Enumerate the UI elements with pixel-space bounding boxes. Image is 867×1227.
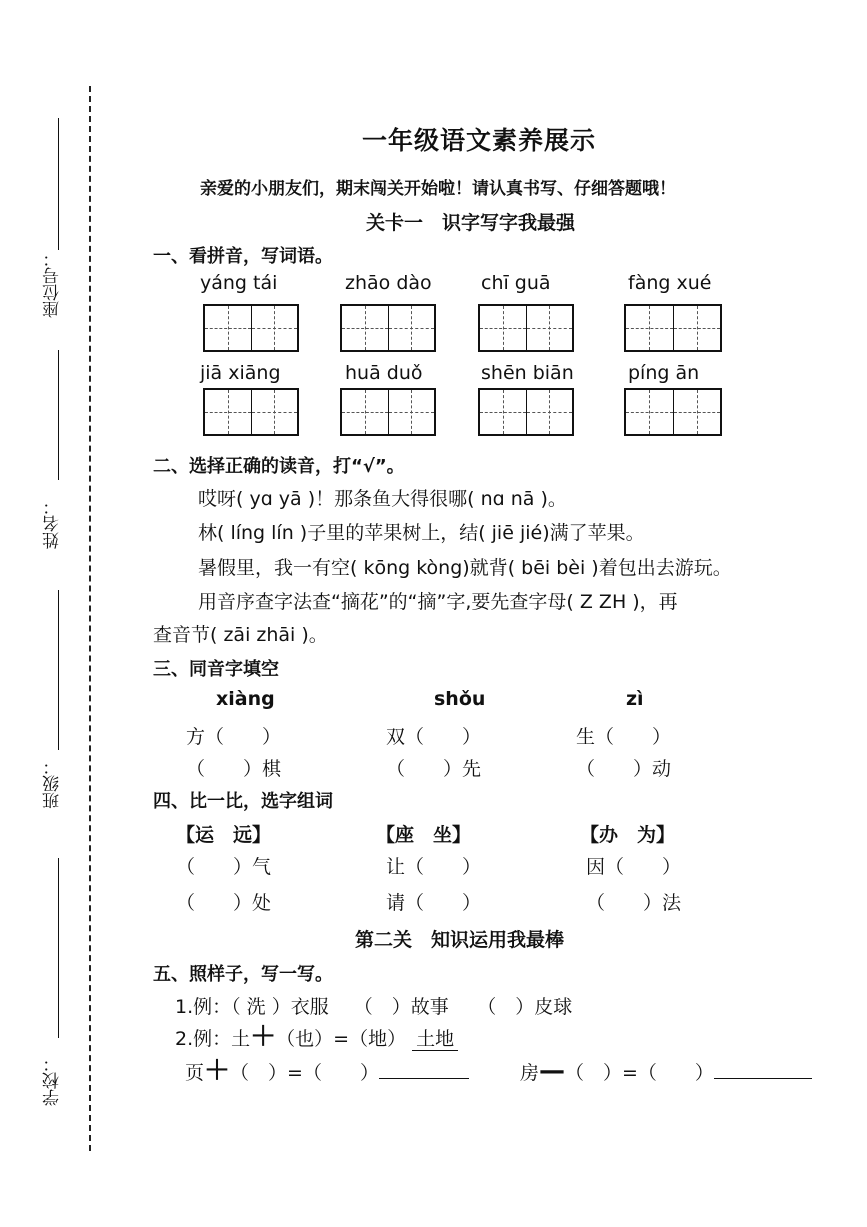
- minus-icon: —: [539, 1056, 566, 1086]
- q4-group-3: 【办 为】: [580, 824, 676, 846]
- q2-sentence-4b[interactable]: 查音节( zāi zhāi )。: [153, 624, 328, 646]
- q1-pinyin-1: yáng tái: [200, 272, 278, 294]
- greeting-text: 亲爱的小朋友们，期末闯关开始啦！请认真书写、仔细答题哦！: [200, 179, 676, 199]
- q3-blank[interactable]: 双（ ）: [386, 726, 482, 748]
- writing-grid[interactable]: [203, 388, 299, 436]
- seat-label: 座位号：: [43, 250, 63, 318]
- writing-grid[interactable]: [624, 304, 722, 352]
- plus-icon: ＋: [204, 1056, 231, 1086]
- q4-heading: 四、比一比，选字组词: [153, 791, 333, 812]
- writing-grid[interactable]: [340, 388, 436, 436]
- q5-exercise-1[interactable]: [185, 1058, 469, 1085]
- q2-heading: 二、选择正确的读音，打“√”。: [153, 456, 405, 477]
- q5-example-2-answer: 土地: [412, 1028, 458, 1051]
- q2-sentence-1[interactable]: 哎呀( yɑ yā )！那条鱼大得很哪( nɑ nā )。: [198, 488, 567, 510]
- writing-grid[interactable]: [478, 304, 574, 352]
- q2-sentence-3[interactable]: 暑假里，我一有空( kōng kòng)就背( bēi bèi )着包出去游玩。: [198, 557, 732, 579]
- q5-ex3-char: 页: [185, 1062, 205, 1084]
- q3-pinyin-1: xiàng: [216, 688, 275, 710]
- q3-pinyin-3: zì: [626, 688, 644, 710]
- plus-icon: ＋: [250, 1022, 277, 1052]
- q5-ex4-char: 房: [520, 1062, 540, 1084]
- q2-sentence-2[interactable]: 林( líng lín )子里的苹果树上，结( jiē jié)满了苹果。: [198, 522, 645, 544]
- answer-line[interactable]: [379, 1078, 469, 1079]
- q5-example-2: [175, 1024, 458, 1051]
- q5-ex3-blanks[interactable]: （ ）=（ ）: [230, 1062, 379, 1084]
- q5-example-1[interactable]: 1.例：（ 洗 ）衣服 （ ）故事 （ ）皮球: [175, 996, 573, 1018]
- q3-blank[interactable]: （ ）棋: [186, 758, 282, 780]
- q4-blank[interactable]: 请（ ）: [386, 892, 482, 914]
- q4-blank[interactable]: （ ）处: [176, 892, 272, 914]
- class-line: [58, 590, 59, 750]
- class-label: 班级：: [43, 758, 63, 809]
- seat-line: [58, 118, 59, 250]
- q1-pinyin-3: chī guā: [481, 272, 551, 294]
- name-label: 姓名：: [43, 498, 63, 549]
- q3-blank[interactable]: （ ）先: [386, 758, 482, 780]
- level-one-title: 关卡一 识字写字我最强: [366, 212, 576, 234]
- level-two-title: 第二关 知识运用我最棒: [355, 929, 565, 951]
- q5-heading: 五、照样子，写一写。: [153, 964, 333, 985]
- name-line: [58, 350, 59, 480]
- q5-ex4-blanks[interactable]: （ ）=（ ）: [565, 1062, 714, 1084]
- q1-heading: 一、看拼音，写词语。: [153, 246, 333, 267]
- page-title: 一年级语文素养展示: [362, 126, 597, 155]
- school-line: [58, 858, 59, 1038]
- q1-pinyin-4: fàng xué: [628, 272, 712, 294]
- q1-pinyin-7: shēn biān: [481, 362, 574, 384]
- q4-group-1: 【运 远】: [176, 824, 272, 846]
- school-label: 学校：: [43, 1055, 63, 1106]
- writing-grid[interactable]: [624, 388, 722, 436]
- writing-grid[interactable]: [340, 304, 436, 352]
- writing-grid[interactable]: [478, 388, 574, 436]
- q4-blank[interactable]: （ ）气: [176, 856, 272, 878]
- q3-heading: 三、同音字填空: [153, 659, 279, 680]
- q5-example-2-mid: （也）=（地）: [276, 1028, 407, 1050]
- q1-pinyin-8: píng ān: [628, 362, 700, 384]
- q3-pinyin-2: shǒu: [434, 688, 486, 710]
- q1-pinyin-5: jiā xiāng: [200, 362, 281, 384]
- q3-blank[interactable]: 生（ ）: [576, 726, 672, 748]
- writing-grid[interactable]: [203, 304, 299, 352]
- q4-blank[interactable]: 因（ ）: [586, 856, 682, 878]
- q2-sentence-4a[interactable]: 用音序查字法查“摘花”的“摘”字,要先查字母( Z ZH )，再: [198, 591, 678, 613]
- q4-group-2: 【座 坐】: [376, 824, 472, 846]
- q5-exercise-2[interactable]: [520, 1058, 812, 1085]
- answer-line[interactable]: [714, 1078, 812, 1079]
- q4-blank[interactable]: （ ）法: [586, 892, 682, 914]
- q5-example-2-prefix: 2.例：土: [175, 1028, 251, 1050]
- q1-pinyin-2: zhāo dào: [345, 272, 432, 294]
- q1-pinyin-6: huā duǒ: [345, 362, 423, 384]
- q3-blank[interactable]: （ ）动: [576, 758, 672, 780]
- q3-blank[interactable]: 方（ ）: [186, 726, 282, 748]
- q4-blank[interactable]: 让（ ）: [386, 856, 482, 878]
- binding-dashed-line: [89, 86, 91, 1151]
